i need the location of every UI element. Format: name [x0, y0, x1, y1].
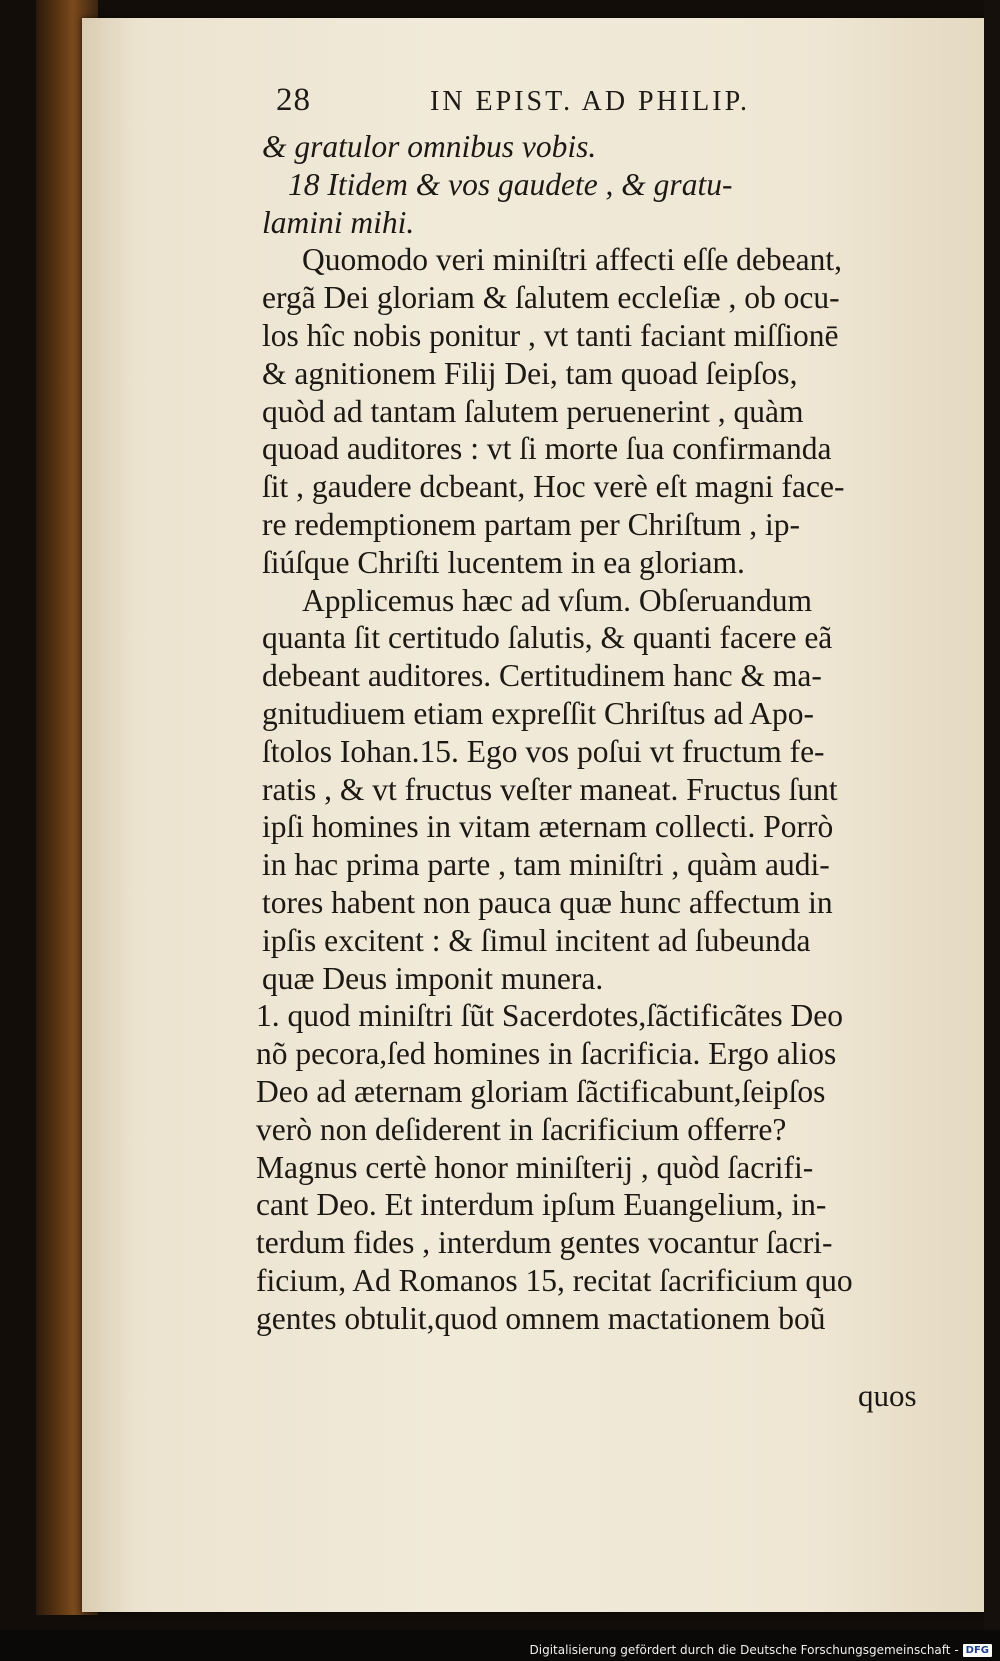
scan-border-right — [984, 0, 1000, 1630]
text-line: quoad auditores : vt ſi morte ſua confirmanda — [262, 431, 832, 467]
text-line: ſtolos Iohan.15. Ego vos poſui vt fructum fe- — [262, 733, 825, 769]
text-line: Deo ad æternam gloriam ſãctificabunt,ſeipſos — [256, 1073, 826, 1109]
text-line: quòd ad tantam ſalutem peruenerint , quàm — [262, 393, 804, 429]
text-line: quæ Deus imponit munera. — [262, 960, 604, 996]
text-line: & gratulor omnibus vobis. — [262, 129, 597, 164]
digitization-credit — [530, 1643, 993, 1657]
text-line: ipſi homines in vitam æternam collecti. Porrò — [262, 809, 834, 845]
text-line: 18 Itidem & vos gaudete , & gratu- — [288, 166, 733, 202]
text-line: ipſis excitent : & ſimul incitent ad ſubeunda — [262, 922, 811, 958]
text-line: Magnus certè honor miniſterij , quòd ſacrifi- — [256, 1149, 814, 1185]
text-line: re redemptionem partam per Chriſtum , ip- — [262, 506, 800, 542]
running-head: IN EPIST. AD PHILIP. — [430, 86, 751, 117]
catchword: quos — [858, 1378, 917, 1413]
text-line: debeant auditores. Certitudinem hanc & ma- — [262, 658, 822, 694]
text-line: in hac prima parte , tam miniſtri , quàm audi- — [262, 847, 830, 883]
text-line: terdum fides , interdum gentes vocantur ſacri- — [256, 1225, 833, 1261]
text-line: nõ pecora,ſed homines in ſacrificia. Ergo alios — [256, 1036, 837, 1072]
text-line: ficium, Ad Romanos 15, recitat ſacrificium quo — [256, 1262, 853, 1298]
text-line: & agnitionem Filij Dei, tam quoad ſeipſos, — [262, 355, 798, 391]
text-line: cant Deo. Et interdum ipſum Euangelium, in- — [256, 1187, 827, 1223]
text-line: ratis , & vt fructus veſter maneat. Fructus ſunt — [262, 771, 838, 807]
text-line: tores habent non pauca quæ hunc affectum in — [262, 884, 833, 920]
text-line: ſit , gaudere dcbeant, Hoc verè eſt magni face- — [262, 469, 845, 505]
text-line: los hîc nobis ponitur , vt tanti faciant miſſionē — [262, 317, 839, 353]
dfg-logo: DFG — [963, 1644, 992, 1657]
text-line: gnitudiuem etiam expreſſit Chriſtus ad Apo- — [262, 695, 815, 731]
text-line: quanta ſit certitudo ſalutis, & quanti facere eã — [262, 620, 833, 656]
text-line: ergã Dei gloriam & ſalutem eccleſiæ , ob ocu- — [262, 280, 840, 316]
page-number: 28 — [276, 82, 311, 118]
body-text — [256, 128, 944, 1338]
text-line: Applicemus hæc ad vſum. Obſeruandum — [302, 582, 813, 618]
text-line: Quomodo veri miniſtri affecti eſſe debeant, — [302, 242, 842, 278]
text-line: ſiúſque Chriſti lucentem in ea gloriam. — [262, 544, 745, 580]
text-line: verò non deſiderent in ſacrificium offerre? — [256, 1111, 787, 1147]
text-line: lamini mihi. — [262, 204, 415, 240]
text-line: 1. quod miniſtri ſũt Sacerdotes,ſãctificãtes Deo — [256, 998, 843, 1034]
text-line: gentes obtulit,quod omnem mactationem boũ — [256, 1300, 826, 1336]
credit-text: Digitalisierung gefördert durch die Deutsche Forschungsgemeinschaft - — [529, 1643, 959, 1657]
